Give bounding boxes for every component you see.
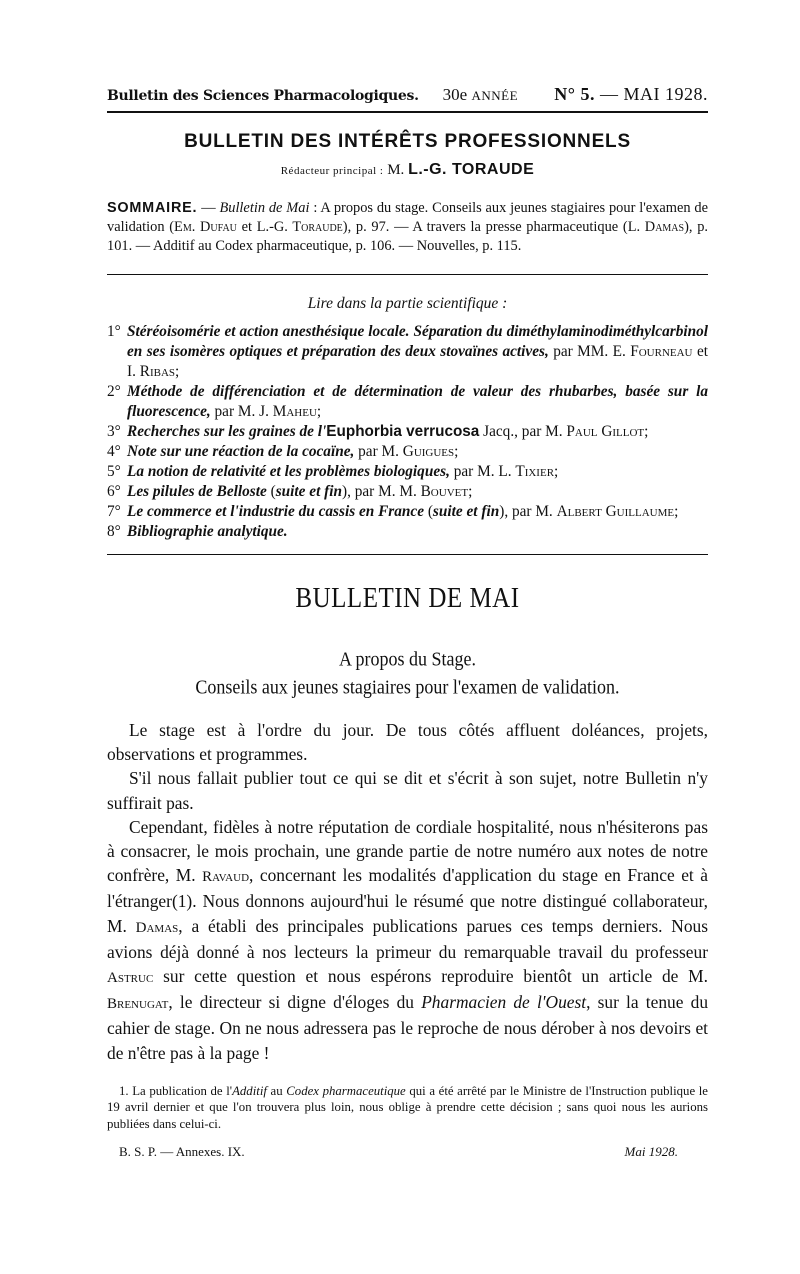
author-name: Brenugat xyxy=(107,996,169,1013)
list-item xyxy=(107,522,708,542)
year-number: 30e xyxy=(442,85,468,104)
item-number: 3° xyxy=(107,423,121,440)
article-subtitle: Conseils aux jeunes stagiaires pour l'examen de validation. xyxy=(195,675,620,698)
item-title: Les pilules de Belloste xyxy=(127,483,267,500)
text-run: , a établi des principales publications parues ces temps derniers. Nous avions déjà donné à nos lecteurs la primeur du remarquable travail du professeur xyxy=(107,915,708,962)
header-rule xyxy=(107,111,708,113)
item-title: Méthode de différenciation et de détermination de valeur des rhubarbes, basée sur la fluorescence, xyxy=(127,383,708,420)
item-title: Le commerce et l'industrie du cassis en France xyxy=(127,503,424,520)
sommaire-text: ), p. 101. — Additif au Codex pharmaceutique, p. 106. — Nouvelles, p. 115. xyxy=(107,219,708,254)
article-main-title: BULLETIN DE MAI xyxy=(295,582,520,614)
divider-rule xyxy=(107,274,708,275)
footer-left: B. S. P. — Annexes. IX. xyxy=(119,1144,245,1160)
paragraph: Le stage est à l'ordre du jour. De tous côtés affluent doléances, projets, observations et programmes. xyxy=(107,720,708,765)
sommaire-text: : A propos du stage. Conseils aux jeunes stagiaires pour l'examen de validation ( xyxy=(107,200,708,235)
journal-name: Pharmacien de l'Ouest xyxy=(421,992,587,1013)
item-number: 5° xyxy=(107,463,121,480)
author-name: Astruc xyxy=(107,970,154,987)
item-text: par M. L. xyxy=(449,463,516,480)
text-run: Cependant, fidèles à notre réputation de cordiale hospitalité, nous n'hésiterons pas à consacrer, le mois prochain, une grande partie de notre numéro aux notes de notre confrère, M. xyxy=(107,816,708,886)
footnote-ref: (1) xyxy=(171,891,193,912)
running-head xyxy=(107,84,708,105)
item-note: suite et fin xyxy=(432,503,500,520)
editor-prefix: M. xyxy=(387,162,405,178)
text-run: sur cette question et nous espérons reproduire bientôt un article de M. xyxy=(153,966,708,987)
volume-year xyxy=(443,85,555,105)
article-body xyxy=(107,718,708,1065)
item-title: Recherches sur les graines de l' xyxy=(127,423,327,440)
item-text: ( xyxy=(424,503,433,520)
author-name: Bouvet xyxy=(420,483,469,500)
item-text: ; xyxy=(316,403,322,420)
author-name: Ribas xyxy=(139,363,176,380)
author-name: Paul Gillot xyxy=(566,423,645,440)
editor-line xyxy=(107,161,708,179)
divider-rule xyxy=(107,554,708,555)
editor-name: L.-G. TORAUDE xyxy=(408,161,535,178)
text-run: , concernant les modalités d'application du stage en France et à l'étranger xyxy=(107,865,708,912)
author-name: Maheu xyxy=(272,403,317,420)
sommaire-text: et xyxy=(236,219,257,235)
text-run: 1. La publication de l' xyxy=(119,1083,233,1098)
item-number: 2° xyxy=(107,383,121,400)
list-item xyxy=(107,322,708,382)
item-number: 4° xyxy=(107,443,121,460)
sommaire-text: — xyxy=(197,200,220,216)
list-item xyxy=(107,382,708,422)
issue-number: N° 5. xyxy=(554,84,595,104)
journal-title: Bulletin des Sciences Pharmacologiques. xyxy=(107,88,419,104)
item-note: suite et fin xyxy=(275,483,342,500)
item-text: ; xyxy=(644,423,649,440)
item-title: Stéréoisomérie et action anesthésique locale. Séparation du diméthylaminodiméthylcarbinol en ses isomères optiques et préparation des deux stovaïnes actives, xyxy=(127,323,708,360)
sommaire-text: ), p. 97. — A travers la presse pharmaceutique (L. xyxy=(342,219,645,235)
item-text: ), par M. M. xyxy=(342,483,421,500)
item-title: La notion de relativité et les problèmes biologiques, xyxy=(127,463,450,480)
paragraph xyxy=(107,815,708,1065)
text-run: , sur la tenue du cahier de stage. On ne nous adressera pas le reproche de nous dérober à nos devoirs et de n'être pas à la page ! xyxy=(107,992,709,1063)
item-text: par MM. E. xyxy=(548,343,631,360)
item-text: et I. xyxy=(127,343,708,380)
issue-date xyxy=(554,84,708,105)
footer-right: Mai 1928. xyxy=(624,1144,678,1160)
sommaire-text: Bulletin de Mai xyxy=(219,200,310,216)
item-title: Note sur une réaction de la cocaïne, xyxy=(127,443,355,460)
item-text: par M. xyxy=(354,443,403,460)
list-item xyxy=(107,422,708,442)
footnote-text xyxy=(107,1083,708,1133)
item-number: 8° xyxy=(107,523,121,540)
editor-label: Rédacteur principal : xyxy=(280,165,384,177)
year-label: ANNÉE xyxy=(471,88,519,103)
list-item xyxy=(107,442,708,462)
author-name: Albert Guillaume xyxy=(556,503,675,520)
science-contents xyxy=(107,322,708,542)
item-text: ; xyxy=(468,483,473,500)
author-name: Em. Dufau xyxy=(174,219,237,235)
item-text: ( xyxy=(266,483,276,500)
author-name: L.-G. Toraude xyxy=(256,219,343,235)
item-title: Bibliographie analytique. xyxy=(127,523,288,540)
item-text: Jacq., par M. xyxy=(479,423,567,440)
list-item xyxy=(107,502,708,522)
text-run: . Nous donnons aujourd'hui le résumé que notre distingué collaborateur, M. xyxy=(107,891,708,936)
species-name: Euphorbia verrucosa xyxy=(326,423,480,440)
item-text: par M. J. xyxy=(210,403,273,420)
author-name: Ravaud xyxy=(202,869,250,886)
item-text: ; xyxy=(454,443,459,460)
author-name: Damas xyxy=(135,919,179,936)
author-name: Damas xyxy=(644,219,685,235)
author-name: Tixier xyxy=(515,463,555,480)
issue-month: — MAI 1928. xyxy=(600,84,708,104)
text-run: Codex pharmaceutique xyxy=(286,1083,406,1098)
list-item xyxy=(107,482,708,502)
text-run: qui a été arrêté par le Ministre de l'Instruction publique le 19 avril dernier et que l'on trouvera plus loin, nous oblige à prendre cette décision ; sans quoi nous les aurions publiées dans celui-ci. xyxy=(107,1083,708,1131)
item-text: ; xyxy=(175,363,180,380)
page-footer xyxy=(107,1144,708,1160)
lire-heading: Lire dans la partie scientifique : xyxy=(307,295,508,312)
section-title: BULLETIN DES INTÉRÊTS PROFESSIONNELS xyxy=(184,131,631,152)
sommaire xyxy=(107,199,708,256)
author-name: Fourneau xyxy=(630,343,693,360)
text-run: , le directeur si digne d'éloges du xyxy=(168,992,422,1013)
text-run: Additif xyxy=(232,1083,267,1098)
text-run: au xyxy=(266,1083,287,1098)
item-number: 7° xyxy=(107,503,121,520)
item-number: 1° xyxy=(107,323,121,340)
item-text: ; xyxy=(674,503,679,520)
paragraph: S'il nous fallait publier tout ce qui se dit et s'écrit à son sujet, notre Bulletin n'y suffirait pas. xyxy=(107,768,708,813)
article-subtitle: A propos du Stage. xyxy=(339,647,476,670)
item-text: ; xyxy=(554,463,559,480)
author-name: Guigues xyxy=(402,443,455,460)
footnote xyxy=(107,1083,708,1133)
item-number: 6° xyxy=(107,483,121,500)
item-text: ), par M. xyxy=(499,503,557,520)
list-item xyxy=(107,462,708,482)
sommaire-label: SOMMAIRE. xyxy=(107,200,198,216)
